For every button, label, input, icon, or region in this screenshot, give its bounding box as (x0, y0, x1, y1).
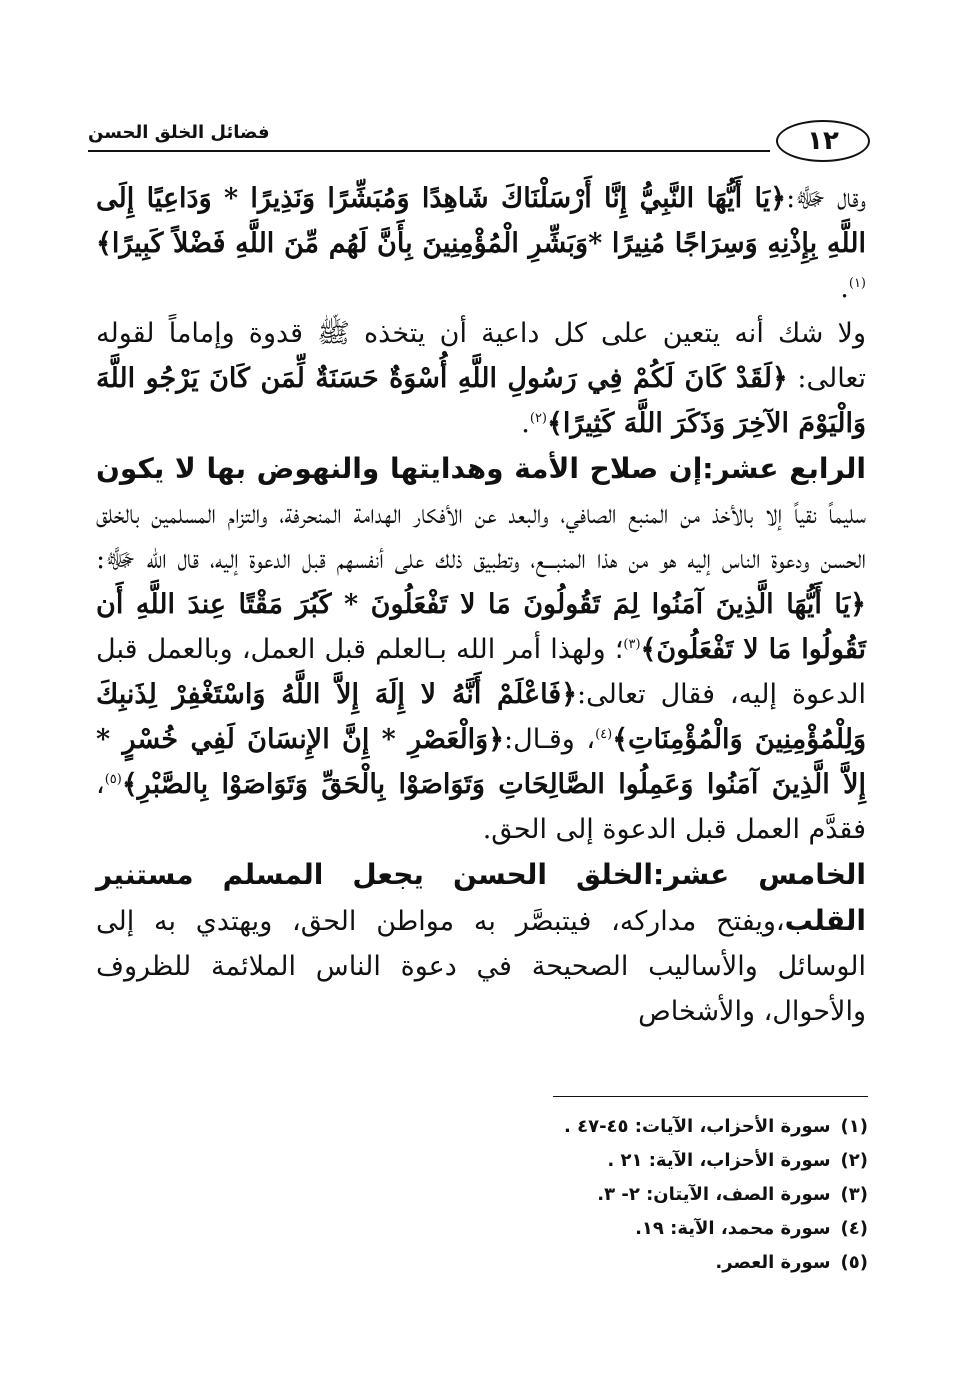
quran-verse-1: ﴿يَا أَيُّهَا النَّبِيُّ إِنَّا أَرْسَلْنَاكَ شَاهِدًا وَمُبَشِّرًا وَنَذِيرًا * وَدَاعِيًا إِلَى اللَّهِ بِإِذْنِهِ وَسِرَاجًا مُنِيرًا *وَبَشِّرِ الْمُؤْمِنِينَ بِأَنَّ لَهُم مِّنَ اللَّهِ فَضْلاً كَبِيرًا﴾ (96, 183, 866, 259)
footnote-2-text: سورة الأحزاب، الآية: ٢١ . (607, 1150, 831, 1171)
paragraph-1: وقال ﷻ:﴿يَا أَيُّهَا النَّبِيُّ إِنَّا أَرْسَلْنَاكَ شَاهِدًا وَمُبَشِّرًا وَنَذِيرًا * وَدَاعِيًا إِلَى اللَّهِ بِإِذْنِهِ وَسِرَاجًا مُنِيرًا *وَبَشِّرِ الْمُؤْمِنِينَ بِأَنَّ لَهُم مِّنَ اللَّهِ فَضْلاً كَبِيرًا﴾$^{(١)}$. (96, 183, 866, 304)
footnote-2 (300, 1144, 868, 1178)
paragraph-3-text-3: ، وقـال: (504, 724, 596, 755)
footnote-1 (300, 1110, 868, 1144)
quran-verse-2: ﴿لَقَدْ كَانَ لَكُمْ فِي رَسُولِ اللَّهِ أُسْوَةٌ حَسَنَةٌ لِّمَن كَانَ يَرْجُو اللَّهَ وَالْيَوْمَ الآخِرَ وَذَكَرَ اللَّهَ كَثِيرًا﴾ (96, 363, 866, 439)
footnote-ref-5: (٥) (104, 772, 122, 787)
quran-verse-5: ﴿وَالْعَصْرِ * إِنَّ الإِنسَانَ لَفِي خُسْرٍ * إِلاَّ الَّذِينَ آمَنُوا وَعَمِلُوا الصَّالِحَاتِ وَتَوَاصَوْا بِالْحَقِّ وَتَوَاصَوْا بِالصَّبْرِ﴾ (96, 724, 866, 800)
footnote-1-number: (١) (840, 1116, 868, 1137)
footnote-3 (300, 1178, 868, 1212)
paragraph-3-text-2: ؛ ولهذا أمر الله بـالعلم قبل العمل، وبالعمل قبل الدعوة إليه، فقال تعالى: (96, 634, 867, 710)
footnote-5-number: (٥) (840, 1252, 868, 1273)
main-text (96, 176, 866, 1034)
footnote-separator (553, 1096, 868, 1097)
page-header (88, 118, 870, 166)
quran-verse-3: ﴿يَا أَيُّهَا الَّذِينَ آمَنُوا لِمَ تَقُولُونَ مَا لا تَفْعَلُونَ * كَبُرَ مَقْتًا عِندَ اللَّهِ أَن تَقُولُوا مَا لا تَفْعَلُونَ﴾ (96, 589, 866, 665)
paragraph-1-lead: وقال ﷻ: (786, 183, 866, 214)
footnote-5-text: سورة العصر. (715, 1252, 831, 1273)
page-number: ١٢ (776, 120, 870, 162)
header-rule (88, 150, 770, 152)
paragraph-3-text: سليماً نقياً إلا بالأخذ من المنبع الصافي، والبعد عن الأفكار الهدامة المنحرفة، والتزام المسلمين بالخلق الحسن ودعوة الناس إليه هو من هذا المنبـــع، وتطبيق ذلك على أنفسهم قبل الدعوة إليه، قال الله ﷻ: (96, 499, 866, 575)
footnote-4 (300, 1212, 868, 1246)
paragraph-4-text: ،ويفتح مداركه، فيتبصَّر به مواطن الحق، ويهتدي به إلى الوسائل والأساليب الصحيحة في دعوة الناس الملائمة للظروف والأحوال، والأشخاص (96, 906, 866, 1027)
section-heading-14: الرابع عشر:إن صلاح الأمة وهدايتها والنهوض بها لا يكون (96, 452, 866, 485)
paragraph-3-text-4: ، فقدَّم العمل قبل الدعوة إلى الحق. (96, 769, 866, 845)
paragraph-2-lead: ولا شك أنه يتعين على كل داعية أن يتخذه ﷺ قدوة وإماماً لقوله تعالى: (96, 318, 866, 394)
running-title: فضائل الخلق الحسن (88, 122, 270, 143)
footnote-5 (300, 1246, 868, 1280)
footnote-3-number: (٣) (840, 1184, 868, 1205)
footnote-ref-1: (١) (848, 276, 866, 291)
footnote-1-text: سورة الأحزاب، الآيات: ٤٥-٤٧ . (563, 1116, 831, 1137)
footnote-ref-4: (٤) (595, 727, 613, 742)
footnote-3-text: سورة الصف، الآيتان: ٢- ٣. (597, 1184, 831, 1205)
footnote-2-number: (٢) (840, 1150, 868, 1171)
footnote-ref-2: (٢) (529, 411, 547, 426)
paragraph-2: ولا شك أنه يتعين على كل داعية أن يتخذه ﷺ قدوة وإماماً لقوله تعالى: ﴿لَقَدْ كَانَ لَكُمْ فِي رَسُولِ اللَّهِ أُسْوَةٌ حَسَنَةٌ لِّمَن كَانَ يَرْجُو اللَّهَ وَالْيَوْمَ الآخِرَ وَذَكَرَ اللَّهَ كَثِيرًا﴾$^{(٢)}$. (96, 318, 866, 439)
quran-verse-4: ﴿فَاعْلَمْ أَنَّهُ لا إِلَهَ إِلاَّ اللَّهُ وَاسْتَغْفِرْ لِذَنبِكَ وَلِلْمُؤْمِنِينَ وَالْمُؤْمِنَاتِ﴾ (96, 679, 866, 755)
section-heading-15: الخامس عشر:الخلق الحسن يجعل المسلم مستنير القلب (96, 858, 866, 937)
paragraph-4 (96, 852, 866, 1034)
footnote-4-number: (٤) (840, 1218, 868, 1239)
paragraph-3 (96, 446, 866, 852)
footnotes (300, 1110, 868, 1280)
footnote-ref-3: (٣) (623, 637, 641, 652)
footnote-4-text: سورة محمد، الآية: ١٩. (635, 1218, 831, 1239)
